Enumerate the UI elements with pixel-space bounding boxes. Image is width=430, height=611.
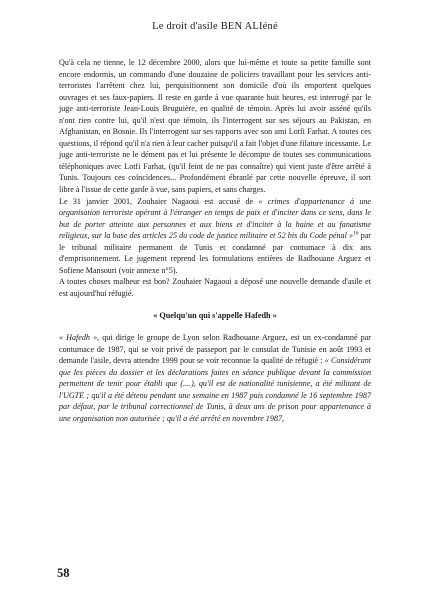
paragraph-hafedh bbox=[59, 332, 371, 424]
commission-quote: « Considérant que les pièces du dossier et les déclarations faites en séance publique devant la commission permettent de tenir pour établi que (....), qu'il est de nationalité tunisienne, a été militant de l'UGTE ; qu'il a été détenu pendant une semaine en 1987 puis condamné le 16 septembre 1987 par défaut, par le tribunal correctionnel de Tunis, à deux ans de prison pour appartenance à une organisation non autorisée ; qu'il a été arrêté en novembre 1987, bbox=[59, 356, 372, 423]
body-text bbox=[59, 57, 371, 424]
page-title: Le droit d'asile BEN ALIéné bbox=[152, 21, 278, 32]
hafedh-text: , qui dirige le groupe de Lyon selon Radhouane Arguez, est un ex-condamné par contumace de 1987, qui se voit privé de passeport par le consulat de Tunisie en août 1993 et demande l'asile, devra attendre 1999 pour se voir reconnue la qualité de réfugié : bbox=[59, 333, 372, 366]
paragraph-refugee: A toutes choses malheur est bon? Zouhaier Nagaoui a déposé une nouvelle demande d'asile et est aujourd'hui réfugié. bbox=[59, 277, 371, 298]
section-heading: « Quelqu'un qui s'appelle Hafedh » bbox=[153, 311, 277, 321]
footnote-marker[interactable]: 16 bbox=[353, 230, 359, 237]
hafedh-name: « Hafedh » bbox=[59, 333, 98, 343]
accusation-rest: par le tribunal militaire permanent de Tunis et condamné par contumace à dix ans d'emprisonnement. Le jugement reprend les formulations entières de Radhouane Arguez et Sofiene Mansouri (voir annexe n°5). bbox=[59, 231, 371, 275]
paragraph-accusation bbox=[59, 196, 371, 277]
page-number: 58 bbox=[57, 566, 70, 580]
paragraph-arrest: Qu'à cela ne tienne, le 12 décembre 2000, alors que lui-même et toute sa petite famille sont encore endormis, un commando d'une douzaine de policiers travaillant pour les services anti-terroristes l'arrêtent chez lui, perquisitionnent son domicile d'où ils emportent quelques ouvrages et ses faux-papiers. Il reste en garde à vue quarante huit heures, est interrogé par le juge anti-terroriste Jean-Louis Bruguière, en qualité de témoin. Après lui avoir asséné qu'ils n'ont rien contre lui, qu'il n'est que témoin, ils l'interrogent sur ses séjours au Pakistan, en Afghanistan, en Bosnie. Ils l'interrogent sur ses rapports avec son ami Lotfi Farhat. A toutes ces questions, il répond qu'il n'a rien à leur cacher puisqu'il a fait l'objet d'une filature incessante. Le juge anti-terroriste ne le dément pas et lui présente le décompte de toutes ses communications téléphoniques avec Lotfi Farhat, (qu'il feint de ne pas connaître) qui vient juste d'être arrêté à Tunis. Toujours ces coïncidences... Profondément ébranlé par cette nouvelle épreuve, il sort libre à l'issue de cette garde à vue, sans papiers, et sans charges. bbox=[59, 58, 371, 195]
accusation-quote: « crimes d'appartenance à une organisation terroriste opérant à l'étranger en temps de paix et d'inciter dans ce sens, dans le but de porter atteinte aux personnes et aux biens et d'inciter à la haine et au fanatisme religieux, sur la base des articles 25 du code de justice militaire et 52 bis du Code pénal » bbox=[59, 196, 372, 241]
accusation-intro: Le 31 janvier 2001, Zouhaier Nagaoui est accusé de bbox=[59, 196, 259, 206]
